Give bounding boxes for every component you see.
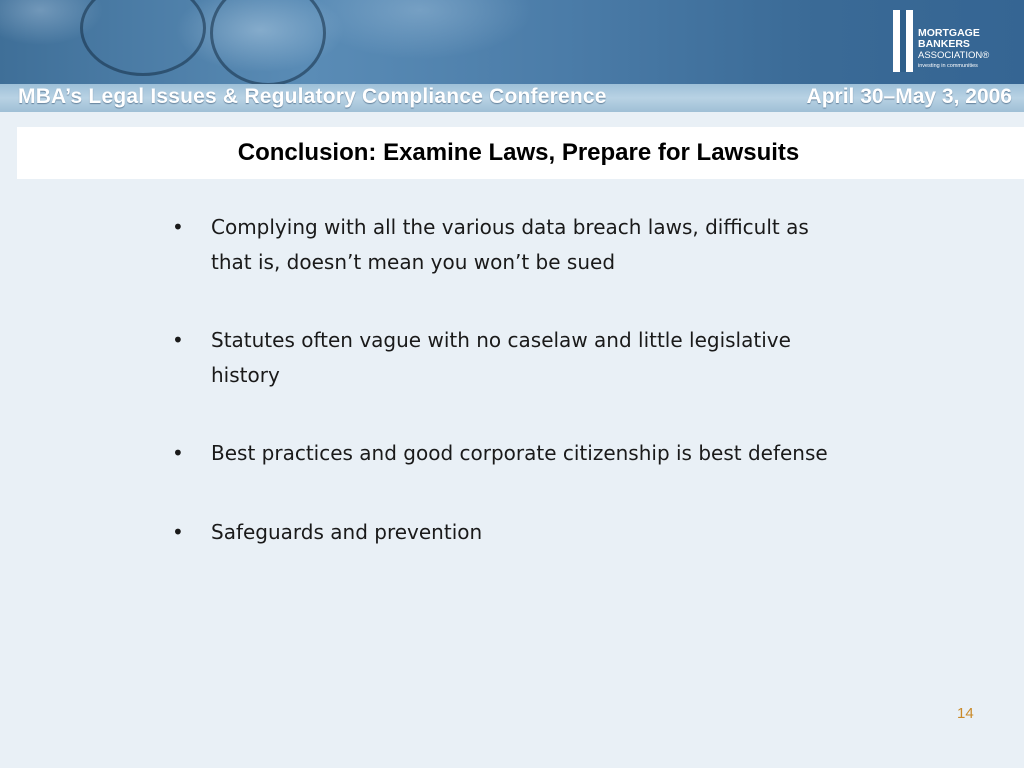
bullet-text: Best practices and good corporate citizenship is best defense xyxy=(211,441,828,465)
mba-logo-icon xyxy=(893,10,913,72)
bullet-list xyxy=(172,210,832,593)
conference-dates: April 30–May 3, 2006 xyxy=(806,85,1012,108)
glasses-decoration xyxy=(210,0,326,86)
bullet-text: Complying with all the various data breach laws, difficult as that is, doesn’t mean you won’t be sued xyxy=(211,215,809,274)
conference-title: MBA’s Legal Issues & Regulatory Compliance Conference xyxy=(18,85,607,108)
logo-line-1: MORTGAGE xyxy=(918,27,980,39)
title-band xyxy=(17,127,1024,179)
bullet-item xyxy=(172,210,832,279)
banner-photo xyxy=(0,0,560,84)
bullet-item xyxy=(172,515,832,550)
header-banner xyxy=(0,0,1024,112)
bullet-text: Statutes often vague with no caselaw and little legislative history xyxy=(211,328,791,387)
bullet-dot: • xyxy=(172,519,184,544)
glasses-decoration xyxy=(80,0,206,76)
logo-tagline: investing in communities xyxy=(918,63,978,69)
page-number: 14 xyxy=(957,705,974,722)
bullet-text: Safeguards and prevention xyxy=(211,519,483,544)
logo-line-3: ASSOCIATION® xyxy=(918,50,990,61)
logo-line-2: BANKERS xyxy=(918,38,970,50)
slide-title: Conclusion: Examine Laws, Prepare for Lawsuits xyxy=(237,139,800,166)
mba-logo xyxy=(893,10,1013,74)
bullet-dot: • xyxy=(172,215,184,239)
bullet-item xyxy=(172,436,832,471)
bullet-item xyxy=(172,323,832,392)
bullet-dot: • xyxy=(172,441,184,465)
bullet-dot: • xyxy=(172,328,184,352)
